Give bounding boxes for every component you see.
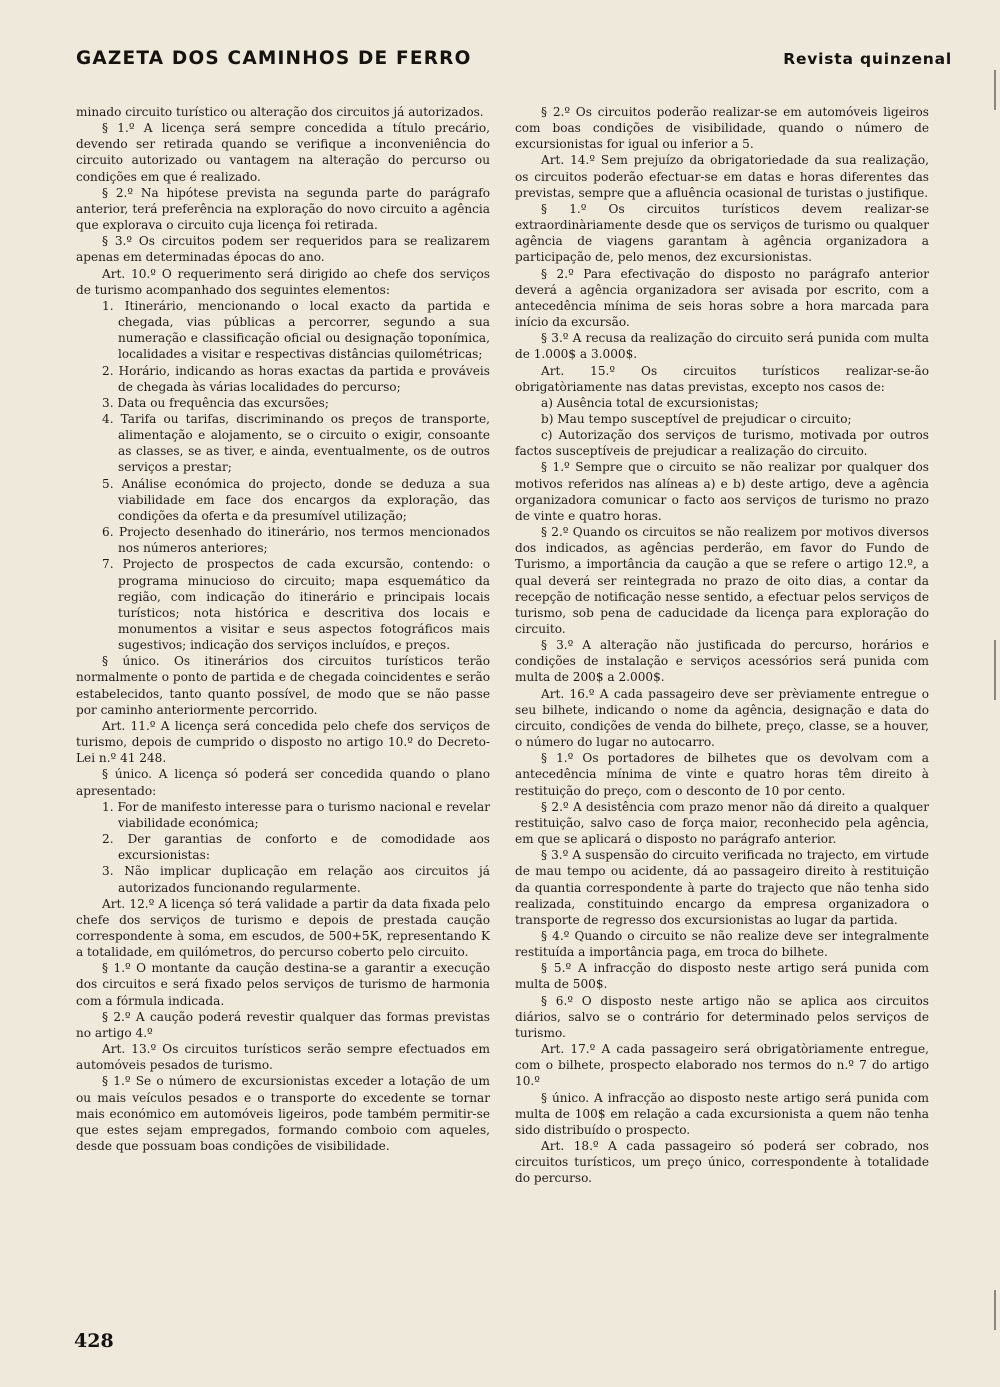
list-item: 1. Itinerário, mencionando o local exacto da partida e chegada, vias públicas a percorrer, segundo a sua numeração e classificação oficial ou designação toponímica, localidades a visitar e respectivas distâncias quilométricas; xyxy=(102,298,490,362)
paragraph: Art. 14.º Sem prejuízo da obrigatoriedade da sua realização, os circuitos poderão efectuar-se em datas e horas diferentes das previstas, sempre que a afluência ocasional de turistas o justifique. xyxy=(515,153,929,200)
paragraph: Art. 17.º A cada passageiro será obrigatòriamente entregue, com o bilhete, prospecto elaborado nos termos do n.º 7 do artigo 10.º xyxy=(515,1042,929,1089)
list-item: 5. Análise económica do projecto, donde se deduza a sua viabilidade em face dos encargos da exploração, das condições da oferta e da presumível utilização; xyxy=(102,476,490,523)
paragraph: § 2.º Quando os circuitos se não realizem por motivos diversos dos indicados, as agências perderão, em favor do Fundo de Turismo, a importância da caução a que se refere o artigo 12.º, a qual deverá ser reintegrada no prazo de oito dias, a contar da recepção de notificação nesse sentido, a efectuar pelos serviços de turismo, sob pena de caducidade da licença para exploração do circuito. xyxy=(515,525,929,636)
page-edge-mark xyxy=(994,70,996,110)
paragraph: Art. 13.º Os circuitos turísticos serão sempre efectuados em automóveis pesados de turismo. xyxy=(76,1042,490,1073)
list-item: 2. Horário, indicando as horas exactas da partida e prováveis de chegada às várias localidades do percurso; xyxy=(102,363,490,394)
list-item: 2. Der garantias de conforto e de comodidade aos excursionistas: xyxy=(102,832,490,863)
paragraph: § 2.º Na hipótese prevista na segunda parte do parágrafo anterior, terá preferência na exploração do novo circuito a agência que explorava o circuito cuja licença foi retirada. xyxy=(76,185,490,233)
paragraph: § 2.º Para efectivação do disposto no parágrafo anterior deverá a agência organizadora ser avisada por escrito, com a antecedência mínima de seis horas sobre a hora marcada para início da excursão. xyxy=(515,266,929,330)
page-edge-mark xyxy=(994,1290,996,1330)
paragraph: Art. 16.º A cada passageiro deve ser prèviamente entregue o seu bilhete, indicando o nome da agência, designação e data do circuito, condições de venda do bilhete, preço, classe, se a houver, o número do lugar no autocarro. xyxy=(515,686,929,750)
paragraph: § único. Os itinerários dos circuitos turísticos terão normalmente o ponto de partida e de chegada coincidentes e serão estabelecidos, tanto quanto possível, de modo que se não passe por caminho anteriormente percorrido. xyxy=(76,654,490,717)
paragraph: minado circuito turístico ou alteração dos circuitos já autorizados. xyxy=(76,105,484,119)
page-number: 428 xyxy=(74,1330,114,1352)
paragraph: § 2.º A caução poderá revestir qualquer das formas previstas no artigo 4.º xyxy=(76,1009,490,1040)
paragraph: § 3.º A recusa da realização do circuito será punida com multa de 1.000$ a 3.000$. xyxy=(515,331,929,362)
paragraph: Art. 18.º A cada passageiro só poderá ser cobrado, nos circuitos turísticos, um preço único, correspondente à totalidade do percurso. xyxy=(515,1139,929,1186)
list-item: 1. For de manifesto interesse para o turismo nacional e revelar viabilidade económica; xyxy=(102,799,490,830)
paragraph: § único. A licença só poderá ser concedida quando o plano apresentado: xyxy=(76,767,490,798)
paragraph: § 2.º A desistência com prazo menor não dá direito a qualquer restituição, salvo caso de força maior, reconhecido pela agência, em que se aplicará o disposto no parágrafo anterior. xyxy=(515,799,929,847)
paragraph: Art. 10.º O requerimento será dirigido ao chefe dos serviços de turismo acompanhado dos seguintes elementos: xyxy=(76,266,490,297)
paragraph: § 1.º Sempre que o circuito se não realizar por qualquer dos motivos referidos nas alíneas a) e b) deste artigo, deve a agência organizadora comunicar o facto aos serviços de turismo no prazo de vinte e quatro horas. xyxy=(515,460,929,523)
paragraph: § 1.º A licença será sempre concedida a título precário, devendo ser retirada quando se verifique a inconveniência do circuito autorizado ou vantagem na alteração do percurso ou condições em que é realizado. xyxy=(76,121,490,184)
paragraph: § 3.º Os circuitos podem ser requeridos para se realizarem apenas em determinadas épocas do ano. xyxy=(76,234,490,265)
list-item: 7. Projecto de prospectos de cada excursão, contendo: o programa minucioso do circuito; mapa esquemático da região, com indicação do itinerário e principais locais turísticos; nota histórica e descritiva dos locais e monumentos a visitar e seus aspectos fotográficos mais sugestivos; indicação dos serviços incluídos, e preços. xyxy=(102,557,490,653)
paragraph: § 1.º Os circuitos turísticos devem realizar-se extraordinàriamente desde que os serviços de turismo ou qualquer agência de viagens garantam à agência organizadora a participação de, pelo menos, dez excursionistas. xyxy=(515,201,929,265)
paragraph: § 1.º Os portadores de bilhetes que os devolvam com a antecedência mínima de vinte e quatro horas têm direito à restituição do preço, com o desconto de 10 por cento. xyxy=(515,751,929,798)
right-text-column xyxy=(515,104,929,1186)
paragraph: § 3.º A suspensão do circuito verificada no trajecto, em virtude de mau tempo ou acidente, dá ao passageiro direito à restituição da quantia correspondente à parte do trajecto que não tenha sido realizada, constituindo encargo da empresa organizadora o transporte de regresso dos excursionistas ao lugar da partida. xyxy=(515,848,929,927)
list-item: 6. Projecto desenhado do itinerário, nos termos mencionados nos números anteriores; xyxy=(102,525,490,556)
list-item: 3. Data ou frequência das excursões; xyxy=(102,395,329,410)
paragraph: Art. 15.º Os circuitos turísticos realizar-se-ão obrigatòriamente nas datas previstas, excepto nos casos de: xyxy=(515,363,929,394)
paragraph: b) Mau tempo susceptível de prejudicar o circuito; xyxy=(541,411,852,426)
paragraph: a) Ausência total de excursionistas; xyxy=(541,395,759,410)
paragraph: § único. A infracção ao disposto neste artigo será punida com multa de 100$ em relação a cada excursionista a quem não tenha sido distribuído o prospecto. xyxy=(515,1090,929,1137)
left-text-column xyxy=(76,104,490,1154)
paragraph: § 1.º O montante da caução destina-se a garantir a execução dos circuitos e será fixado pelos serviços de turismo de harmonia com a fórmula indicada. xyxy=(76,961,490,1008)
journal-title: GAZETA DOS CAMINHOS DE FERRO xyxy=(76,48,472,69)
paragraph: § 6.º O disposto neste artigo não se aplica aos circuitos diários, salvo se o contrário for determinado pelos serviços de turismo. xyxy=(515,993,929,1040)
paragraph: § 1.º Se o número de excursionistas exceder a lotação de um ou mais veículos pesados e o transporte do excedente se tornar mais económico em automóveis ligeiros, pode também permitir-se que estes sejam empregados, formando comboio com aqueles, desde que possuam boas condições de visibilidade. xyxy=(76,1074,490,1153)
list-item: 4. Tarifa ou tarifas, discriminando os preços de transporte, alimentação e alojamento, se o circuito o exigir, consoante as classes, se as tiver, e ainda, eventualmente, os de outros serviços a prestar; xyxy=(102,411,490,475)
paragraph: c) Autorização dos serviços de turismo, motivada por outros factos susceptíveis de prejudicar a realização do circuito. xyxy=(515,428,929,459)
paragraph: § 4.º Quando o circuito se não realize deve ser integralmente restituída a importância paga, em troca do bilhete. xyxy=(515,928,929,960)
paragraph: § 3.º A alteração não justificada do percurso, horários e condições de instalação e serviços acessórios será punida com multa de 200$ a 2.000$. xyxy=(515,638,929,685)
list-item: 3. Não implicar duplicação em relação aos circuitos já autorizados funcionando regularmente. xyxy=(102,864,490,895)
paragraph: § 2.º Os circuitos poderão realizar-se em automóveis ligeiros com boas condições de visibilidade, quando o número de excursionistas for igual ou inferior a 5. xyxy=(515,105,929,152)
paragraph: § 5.º A infracção do disposto neste artigo será punida com multa de 500$. xyxy=(515,961,929,992)
paragraph: Art. 11.º A licença será concedida pelo chefe dos serviços de turismo, depois de cumprido o disposto no artigo 10.º do Decreto-Lei n.º 41 248. xyxy=(76,718,490,766)
journal-frequency: Revista quinzenal xyxy=(783,50,952,68)
page-edge-mark xyxy=(994,640,996,700)
paragraph: Art. 12.º A licença só terá validade a partir da data fixada pelo chefe dos serviços de turismo e depois de prestada caução correspondente à soma, em escudos, de 500+5K, representando K a totalidade, em quilómetros, do percurso coberto pelo circuito. xyxy=(76,896,490,960)
